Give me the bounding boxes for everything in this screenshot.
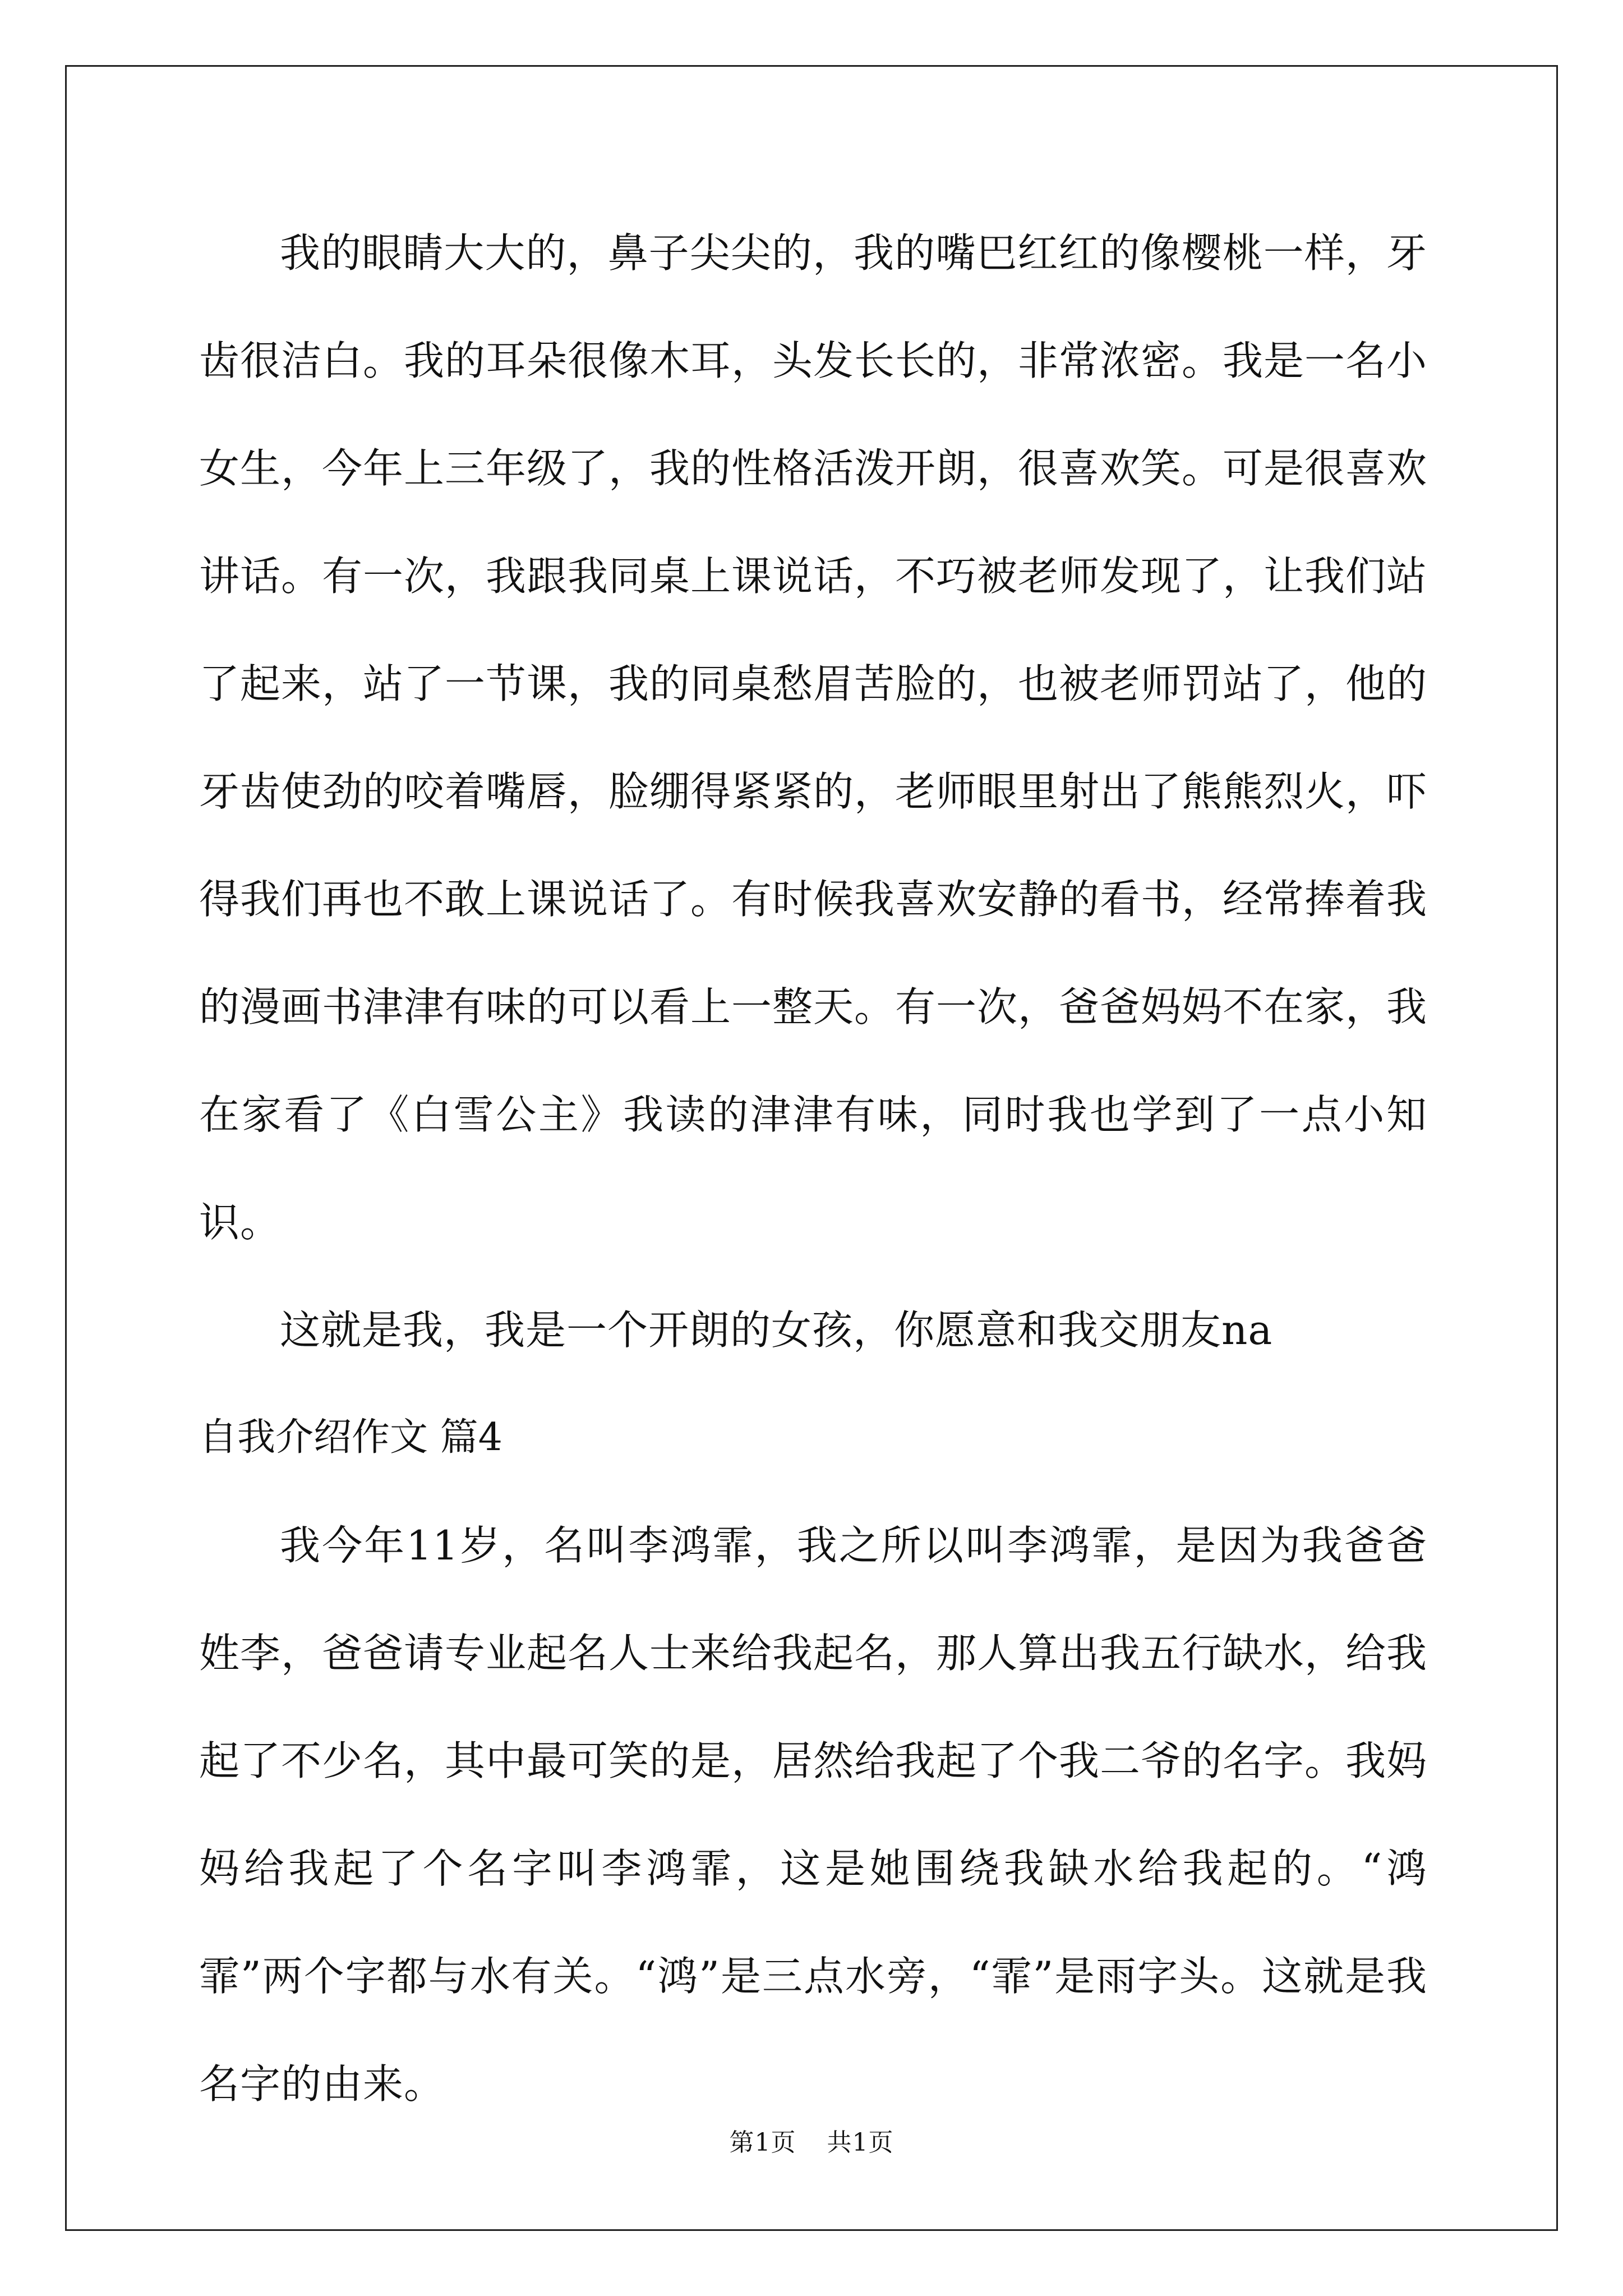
page-number: 第1页 — [729, 2128, 796, 2157]
paragraph-name-origin: 我今年11岁，名叫李鸿霏，我之所以叫李鸿霏，是因为我爸爸姓李，爸爸请专业起名人士来给我起名，那人算出我五行缺水，给我起了不少名，其中最可笑的是，居然给我起了个我二爷的名字。我妈妈给我起了个名字叫李鸿霏，这是她围绕我缺水给我起的。“鸿霏”两个字都与水有关。“鸿”是三点水旁，“霏”是雨字头。这就是我名字的由来。 — [199, 1522, 1428, 2108]
page-footer — [0, 2126, 1623, 2160]
page-count: 共1页 — [827, 2128, 894, 2157]
paragraph-self-description: 我的眼睛大大的，鼻子尖尖的，我的嘴巴红红的像樱桃一样，牙齿很洁白。我的耳朵很像木耳，头发长长的，非常浓密。我是一名小女生，今年上三年级了，我的性格活泼开朗，很喜欢笑。可是很喜欢讲话。有一次，我跟我同桌上课说话，不巧被老师发现了，让我们站了起来，站了一节课，我的同桌愁眉苦脸的，也被老师罚站了，他的牙齿使劲的咬着嘴唇，脸绷得紧紧的，老师眼里射出了熊熊烈火，吓得我们再也不敢上课说话了。有时候我喜欢安静的看书，经常捧着我的漫画书津津有味的可以看上一整天。有一次，爸爸妈妈不在家，我在家看了《白雪公主》我读的津津有味，同时我也学到了一点小知识。 — [199, 229, 1428, 1246]
section-heading: 自我介绍作文 篇4 — [199, 1415, 502, 1460]
paragraph-closing: 这就是我，我是一个开朗的女孩，你愿意和我交朋友na — [280, 1306, 1273, 1354]
document-body — [199, 199, 1427, 2138]
